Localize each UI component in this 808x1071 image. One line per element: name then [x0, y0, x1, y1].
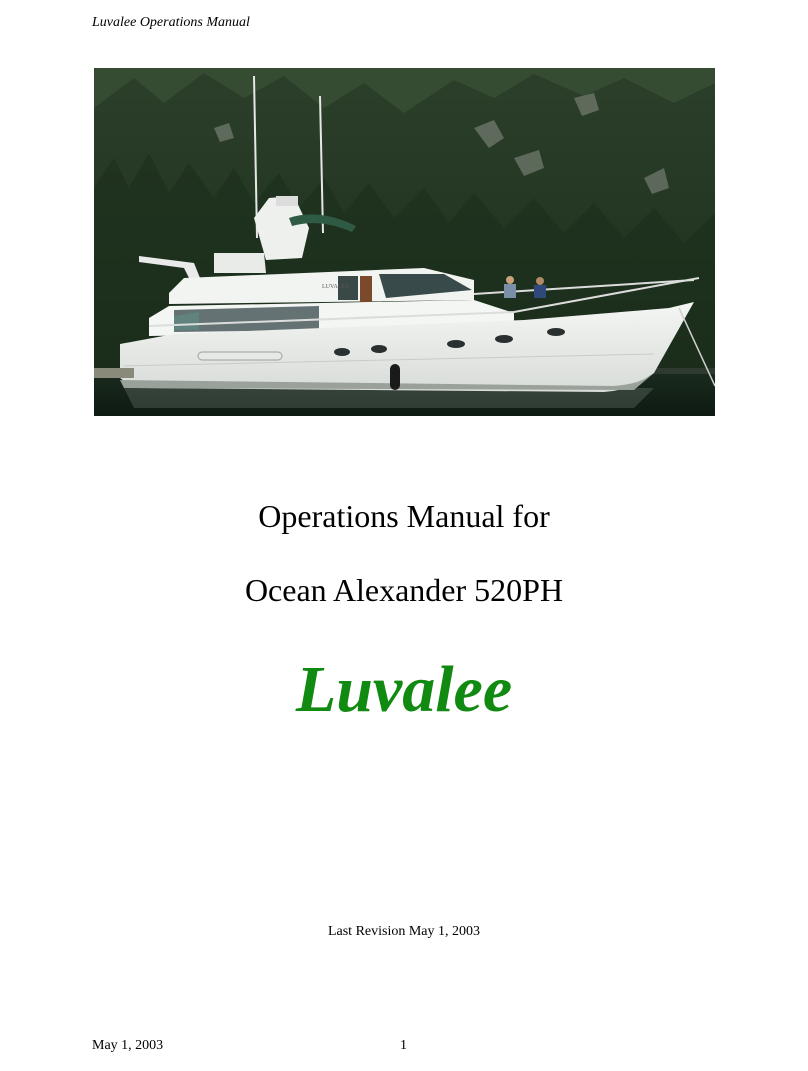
footer-date: May 1, 2003 [92, 1038, 164, 1053]
yacht-photo-icon [94, 68, 715, 416]
hull-name: LUVALEE [322, 284, 349, 290]
boat-name-title: Luvalee [295, 653, 513, 726]
page-number: 1 [400, 1038, 407, 1053]
title-line-1: Operations Manual for [258, 498, 550, 534]
running-header: Luvalee Operations Manual [92, 15, 250, 30]
cover-photo [94, 68, 715, 416]
revision-date: Last Revision May 1, 2003 [327, 924, 481, 939]
title-line-2: Ocean Alexander 520PH [244, 572, 564, 608]
